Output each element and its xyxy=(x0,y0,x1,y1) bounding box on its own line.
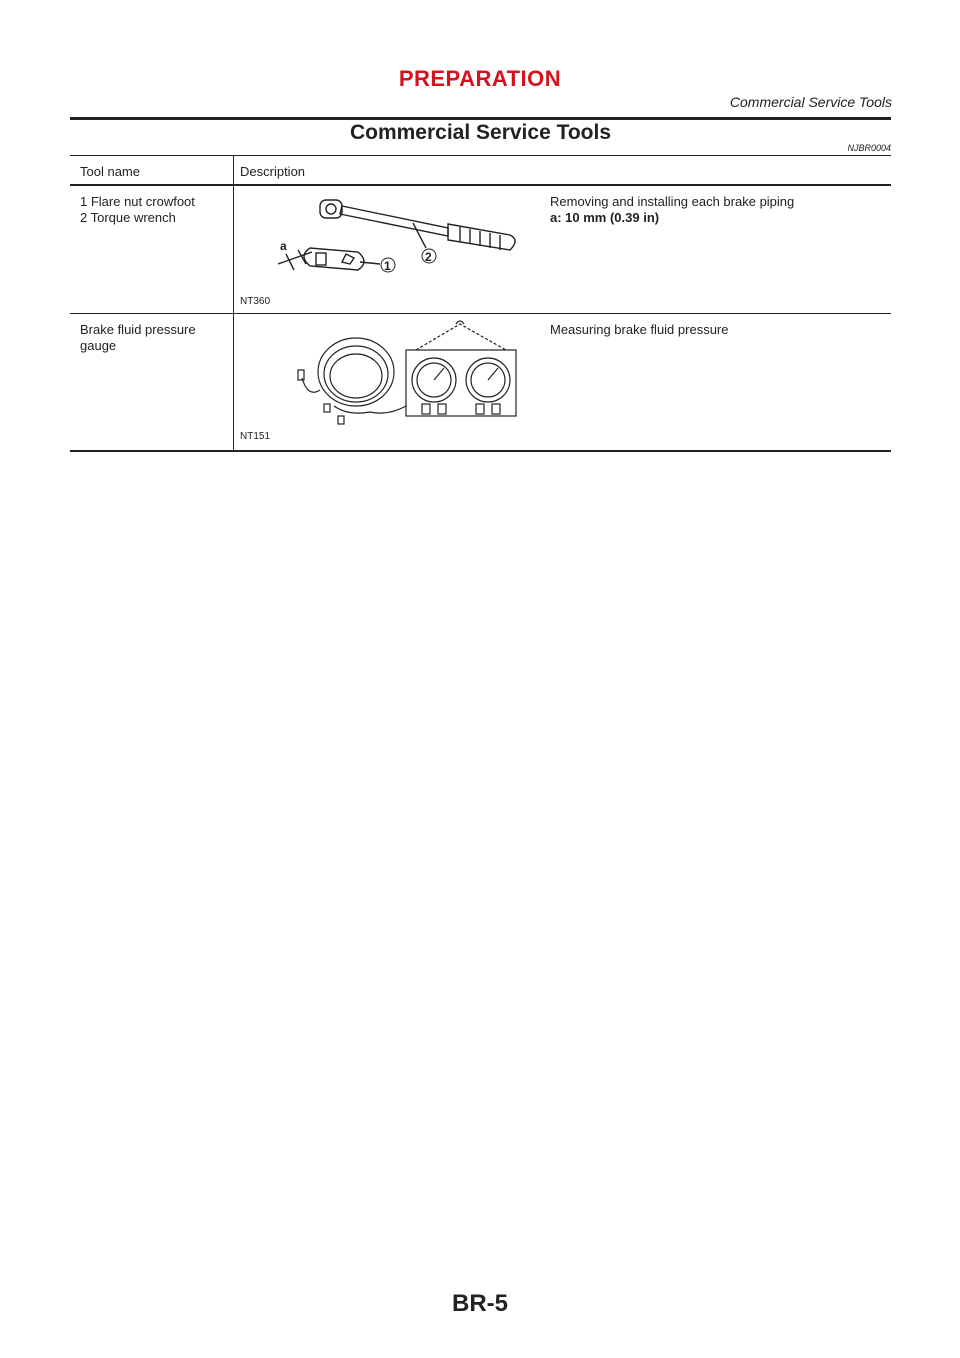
section-code: NJBR0004 xyxy=(847,143,891,153)
tool-name-cell xyxy=(80,322,196,354)
figure-code: NT360 xyxy=(240,296,271,307)
section-top-rule xyxy=(70,117,891,120)
torque-wrench-illustration xyxy=(238,190,548,290)
pressure-gauge-illustration xyxy=(238,320,548,428)
description-text: Measuring brake fluid pressure xyxy=(550,322,729,337)
description-text: Removing and installing each brake piping xyxy=(550,194,795,209)
table-bottom-rule xyxy=(70,450,891,452)
description-cell xyxy=(550,322,728,338)
figure-label-a: a xyxy=(280,239,287,253)
chapter-subtitle: Commercial Service Tools xyxy=(729,94,892,110)
description-cell xyxy=(550,194,794,226)
page-number: BR-5 xyxy=(451,1290,508,1317)
table-row xyxy=(70,186,891,313)
table-top-rule xyxy=(70,155,891,156)
tool-name-line: gauge xyxy=(80,338,117,353)
figure-code: NT151 xyxy=(240,431,271,442)
tool-name-line: 1 Flare nut crowfoot xyxy=(80,194,195,209)
figure-label-2: 2 xyxy=(425,250,432,264)
column-header-description: Description xyxy=(240,164,306,179)
table-row xyxy=(70,314,891,450)
description-spec: a: 10 mm (0.39 in) xyxy=(550,210,660,225)
figure-label-1: 1 xyxy=(384,259,391,273)
tool-name-line: 2 Torque wrench xyxy=(80,210,176,225)
tool-name-cell xyxy=(80,194,195,226)
tool-name-line: Brake fluid pressure xyxy=(80,322,196,337)
column-header-tool-name: Tool name xyxy=(80,164,140,179)
section-title: Commercial Service Tools xyxy=(349,121,612,144)
chapter-title: PREPARATION xyxy=(398,66,562,91)
